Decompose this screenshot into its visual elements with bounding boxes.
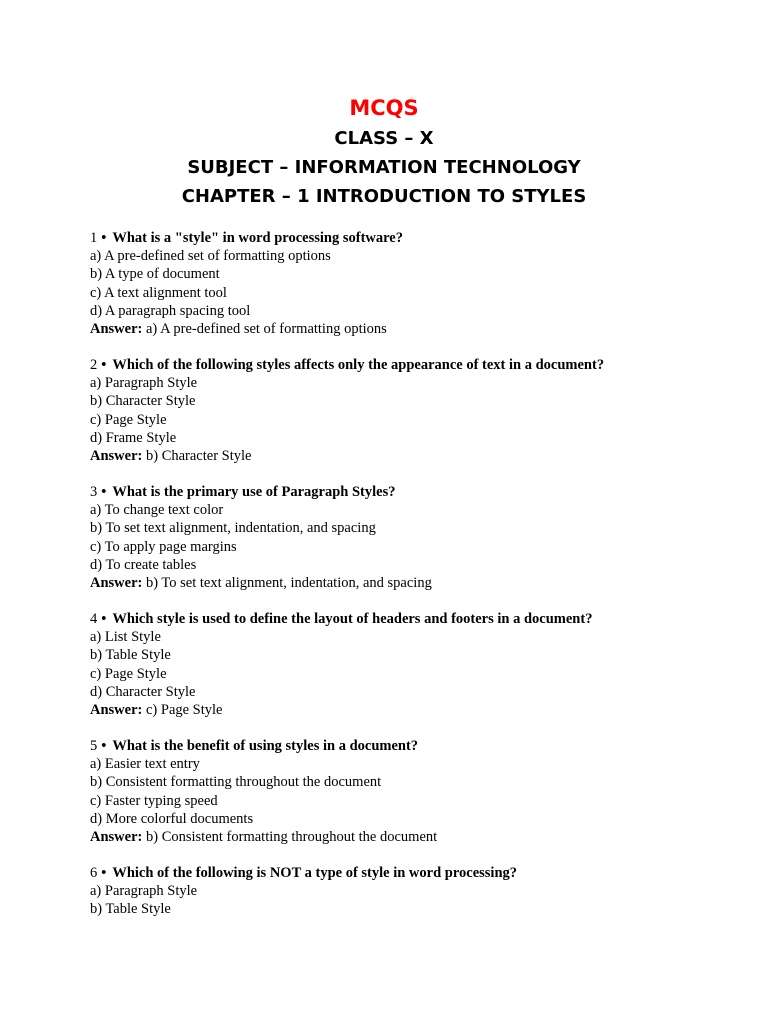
answer-line [90, 320, 750, 338]
answer-label: Answer: [90, 829, 143, 846]
class-line: CLASS – X [334, 128, 434, 149]
bullet-icon: • [101, 738, 107, 755]
question-block [90, 229, 750, 338]
option-b: b) Table Style [90, 901, 171, 918]
option-b: b) Character Style [90, 393, 196, 410]
question-block [90, 610, 750, 719]
question-text [90, 229, 750, 247]
question-text [90, 737, 750, 755]
question-text [90, 864, 750, 882]
answer-text: b) Consistent formatting throughout the document [145, 829, 438, 846]
option-a: a) A pre-defined set of formatting options [90, 248, 331, 265]
answer-label: Answer: [90, 575, 143, 592]
bullet-icon: • [101, 484, 107, 501]
question-prompt: Which of the following styles affects only the appearance of text in a document? [112, 357, 605, 374]
answer-line [90, 447, 750, 465]
option-a: a) List Style [90, 629, 161, 646]
question-number: 1 [90, 230, 98, 246]
option-a: a) Easier text entry [90, 756, 200, 773]
question-block [90, 864, 750, 919]
question-number: 4 [90, 611, 98, 628]
question-number: 3 [90, 484, 98, 501]
option-c: c) To apply page margins [90, 538, 237, 555]
subject-line: SUBJECT – INFORMATION TECHNOLOGY [187, 157, 581, 178]
answer-text: b) To set text alignment, indentation, and spacing [145, 575, 432, 592]
bullet-icon: • [101, 230, 107, 246]
option-c: c) Page Style [90, 411, 167, 428]
question-number: 5 [90, 738, 98, 755]
option-c: c) A text alignment tool [90, 284, 227, 301]
question-prompt: What is a "style" in word processing software? [112, 230, 403, 246]
answer-line [90, 701, 750, 719]
document-header [0, 92, 768, 211]
option-b: b) Consistent formatting throughout the document [90, 774, 382, 791]
option-c: c) Page Style [90, 665, 167, 682]
answer-label: Answer: [90, 702, 143, 719]
bullet-icon: • [101, 611, 107, 628]
question-prompt: Which of the following is NOT a type of style in word processing? [112, 865, 518, 882]
answer-text: b) Character Style [145, 448, 252, 465]
question-list [90, 229, 750, 936]
question-prompt: Which style is used to define the layout of headers and footers in a document? [112, 611, 593, 628]
answer-label: Answer: [90, 448, 143, 465]
question-text [90, 356, 750, 374]
question-number: 6 [90, 865, 98, 882]
option-d: d) More colorful documents [90, 810, 254, 827]
option-a: a) To change text color [90, 502, 224, 519]
option-b: b) Table Style [90, 647, 171, 664]
option-b: b) To set text alignment, indentation, and spacing [90, 520, 376, 537]
question-block [90, 483, 750, 592]
bullet-icon: • [101, 865, 107, 882]
answer-text: a) A pre-defined set of formatting options [145, 321, 387, 338]
question-prompt: What is the primary use of Paragraph Styles? [112, 484, 396, 501]
option-d: d) Frame Style [90, 429, 177, 446]
answer-line [90, 574, 750, 592]
option-b: b) A type of document [90, 266, 220, 283]
option-d: d) Character Style [90, 683, 196, 700]
answer-label: Answer: [90, 321, 143, 338]
document-title: MCQS [349, 96, 419, 120]
answer-line [90, 828, 750, 846]
option-c: c) Faster typing speed [90, 792, 218, 809]
question-block [90, 356, 750, 465]
chapter-line: CHAPTER – 1 INTRODUCTION TO STYLES [181, 186, 587, 207]
answer-text: c) Page Style [145, 702, 223, 719]
option-d: d) To create tables [90, 556, 197, 573]
option-a: a) Paragraph Style [90, 375, 198, 392]
option-d: d) A paragraph spacing tool [90, 302, 251, 319]
question-block [90, 737, 750, 846]
bullet-icon: • [101, 357, 107, 374]
question-prompt: What is the benefit of using styles in a document? [112, 738, 419, 755]
option-a: a) Paragraph Style [90, 883, 198, 900]
question-number: 2 [90, 357, 98, 374]
question-text [90, 483, 750, 501]
question-text [90, 610, 750, 628]
